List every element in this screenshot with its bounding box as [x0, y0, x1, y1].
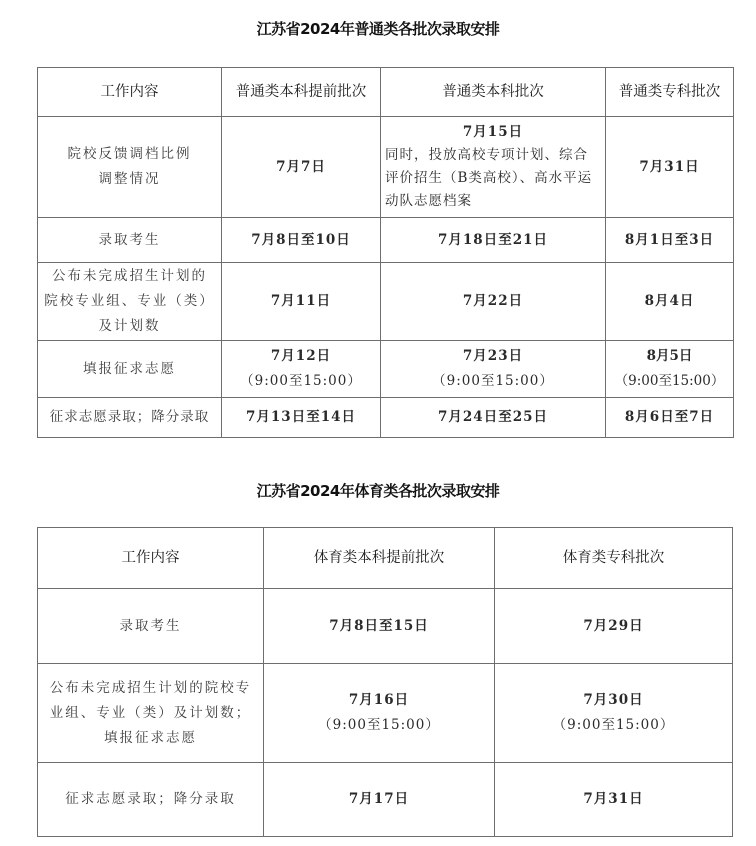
task-cell: 录取考生	[38, 218, 222, 263]
date-cell: 7月29日	[495, 589, 733, 664]
sports-schedule-table	[37, 527, 733, 837]
header-undergrad: 普通类本科批次	[381, 68, 606, 117]
date-cell: 8月1日至3日	[606, 218, 734, 263]
date-cell: 7月16日 （9:00至15:00）	[264, 664, 495, 763]
date-cell: 7月23日 （9:00至15:00）	[381, 341, 606, 398]
table-row	[38, 341, 734, 398]
table-row	[38, 664, 733, 763]
sports-schedule-title: 江苏省2024年体育类各批次录取安排	[256, 482, 500, 500]
date-cell: 7月11日	[222, 263, 381, 341]
header-vocational: 体育类专科批次	[495, 528, 733, 589]
date-cell: 7月8日至10日	[222, 218, 381, 263]
general-schedule-table	[37, 67, 734, 438]
task-cell: 征求志愿录取；降分录取	[38, 398, 222, 438]
header-vocational: 普通类专科批次	[606, 68, 734, 117]
date-cell: 7月8日至15日	[264, 589, 495, 664]
header-task: 工作内容	[38, 68, 222, 117]
table-row	[38, 263, 734, 341]
table-row	[38, 763, 733, 837]
date-cell: 7月31日	[495, 763, 733, 837]
table-row	[38, 398, 734, 438]
table-header-row	[38, 68, 734, 117]
date-cell: 7月15日 同时，投放高校专项计划、综合评价招生（B类高校）、高水平运动队志愿档案	[381, 117, 606, 218]
date-cell: 7月30日 （9:00至15:00）	[495, 664, 733, 763]
date-cell: 7月22日	[381, 263, 606, 341]
date-cell: 8月4日	[606, 263, 734, 341]
task-cell: 公布未完成招生计划的 院校专业组、专业（类） 及计划数	[38, 263, 222, 341]
date-cell: 7月17日	[264, 763, 495, 837]
date-cell: 7月12日 （9:00至15:00）	[222, 341, 381, 398]
header-task: 工作内容	[38, 528, 264, 589]
date-cell: 7月18日至21日	[381, 218, 606, 263]
date-cell: 7月7日	[222, 117, 381, 218]
date-cell: 8月5日 （9:00至15:00）	[606, 341, 734, 398]
task-cell: 征求志愿录取；降分录取	[38, 763, 264, 837]
date-cell: 7月13日至14日	[222, 398, 381, 438]
date-cell: 8月6日至7日	[606, 398, 734, 438]
header-advance-undergrad: 普通类本科提前批次	[222, 68, 381, 117]
table-row	[38, 218, 734, 263]
task-cell: 公布未完成招生计划的院校专 业组、专业（类）及计划数； 填报征求志愿	[38, 664, 264, 763]
task-cell: 录取考生	[38, 589, 264, 664]
date-cell: 7月31日	[606, 117, 734, 218]
task-cell: 填报征求志愿	[38, 341, 222, 398]
task-cell: 院校反馈调档比例 调整情况	[38, 117, 222, 218]
table-header-row	[38, 528, 733, 589]
general-schedule-title: 江苏省2024年普通类各批次录取安排	[256, 20, 500, 38]
date-cell: 7月24日至25日	[381, 398, 606, 438]
header-advance-undergrad: 体育类本科提前批次	[264, 528, 495, 589]
table-row	[38, 589, 733, 664]
table-row	[38, 117, 734, 218]
